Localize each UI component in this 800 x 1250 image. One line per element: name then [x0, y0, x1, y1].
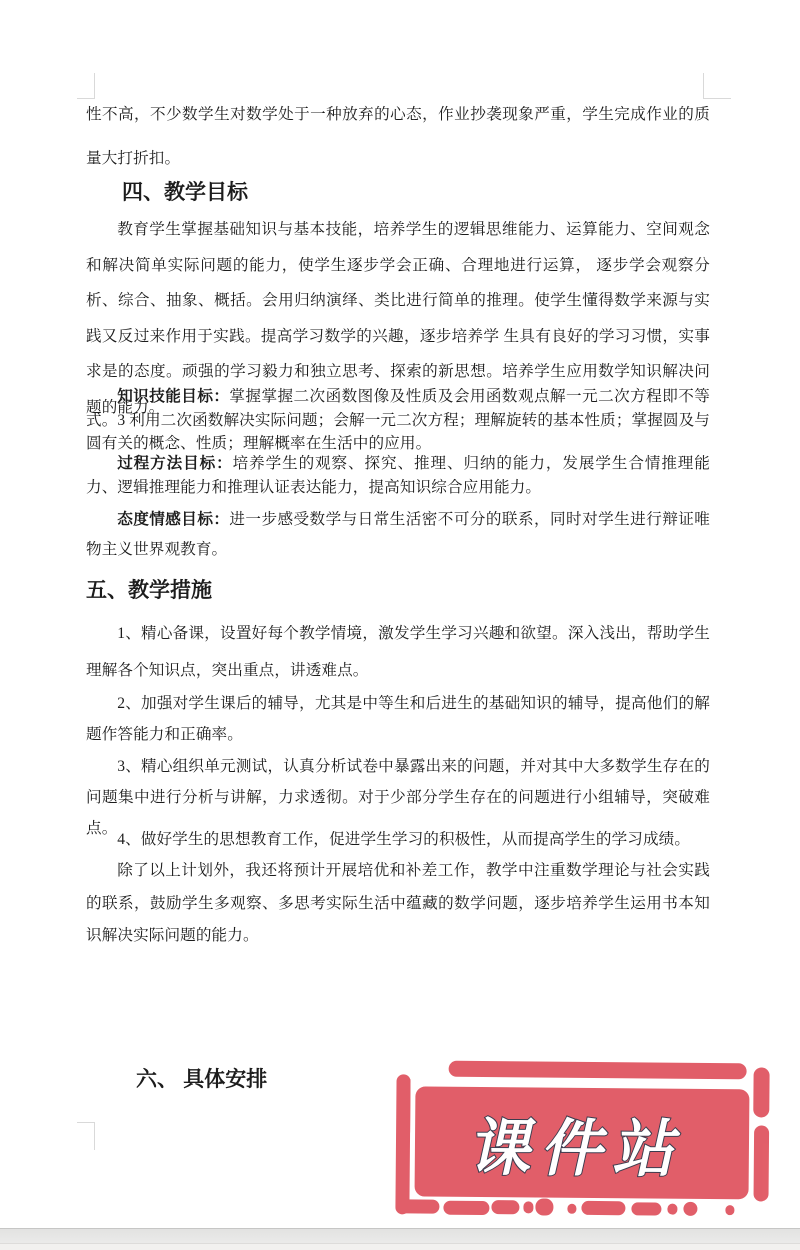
stamp-inner-box [415, 1086, 750, 1199]
stamp-frame-bottom-dash [523, 1201, 533, 1213]
paragraph-measure-2: 2、加强对学生课后的辅导，尤其是中等生和后进生的基础知识的辅导，提高他们的解题作答能力和正确率。 [86, 695, 710, 743]
stamp-text: 课件站 [465, 1113, 697, 1185]
margin-corner-mark-bottom-left [77, 1122, 95, 1150]
watermark-stamp [395, 1052, 797, 1231]
stamp-frame-bottom-dash [631, 1202, 661, 1215]
stamp-frame-bottom-dash [683, 1202, 697, 1216]
stamp-frame-bottom-dash [535, 1198, 553, 1215]
paragraph-measure-4: 4、做好学生的思想教育工作，促进学生学习的积极性，从而提高学生的学习成绩。 [117, 831, 691, 848]
paragraph-measure-1: 1、精心备课，设置好每个教学情境，激发学生学习兴趣和欲望。深入浅出，帮助学生理解各个知识点，突出重点，讲透难点。 [86, 625, 710, 679]
paragraph-attitude-emotion-goal [86, 505, 710, 565]
section-heading-teaching-measures: 五、教学措施 [86, 578, 212, 602]
paragraph-teaching-goals: 教育学生掌握基础知识与基本技能，培养学生的逻辑思维能力、运算能力、空间观念和解决简单实际问题的能力，使学生逐步学会正确、合理地进行运算， 逐步学会观察分析、综合、抽象、概括。会用归纳演绎、类比进行简单的推理。使学生懂得数学来源与实践又反过来作用于实践。提高学习数学的兴趣，逐步培养学 生具有良好的学习习惯，实事求是的态度。顽强的学习毅力和独立思考、探索的新思想。培养学生应用数学知识解决问题的能力。 [86, 221, 710, 416]
horizontal-scrollbar-track[interactable] [0, 1243, 800, 1250]
paragraph-process-method-goal [86, 452, 710, 499]
stamp-frame-bottom-dash [725, 1205, 734, 1215]
stamp-frame-bottom-dash [491, 1200, 519, 1214]
label-process-method-goal: 过程方法目标： [117, 455, 233, 472]
stamp-frame-top [449, 1061, 747, 1080]
stamp-frame-bottom-dash [567, 1204, 576, 1214]
stamp-frame-bottom-dash [581, 1201, 625, 1215]
paragraph-measure-3: 3、精心组织单元测试，认真分析试卷中暴露出来的问题，并对其中大多数学生存在的问题集中进行分析与讲解，力求透彻。对于少部分学生存在的问题进行小组辅导，突破难点。 [86, 758, 710, 837]
label-knowledge-skill-goal: 知识技能目标： [117, 388, 230, 405]
stamp-frame-left-tail [406, 1078, 410, 1134]
text-knowledge-skill-goal: 掌握掌握二次函数图像及性质及会用函数观点解一元二次方程即不等式。3 利用二次函数解决实际问题；会解一元二次方程；理解旋转的基本性质；掌握圆及与圆有关的概念、性质；理解概率在生活中的应用。 [86, 388, 710, 453]
section-heading-teaching-goals: 四、教学目标 [122, 180, 248, 204]
stamp-frame-right-lower [753, 1125, 769, 1201]
status-bar [0, 1228, 800, 1250]
stamp-frame-bottom-dash [667, 1204, 677, 1215]
stamp-frame-bottom-dash [443, 1201, 489, 1215]
label-attitude-emotion-goal: 态度情感目标： [117, 511, 230, 528]
paragraph-extra-plan: 除了以上计划外，我还将预计开展培优和补差工作，教学中注重数学理论与社会实践的联系，鼓励学生多观察、多思考实际生活中蕴藏的数学问题，逐步培养学生运用书本知识解决实际问题的能力。 [86, 862, 710, 944]
paragraph-knowledge-skill-goal [86, 385, 710, 456]
stamp-frame-bottom-dash [399, 1199, 439, 1213]
section-heading-specific-arrangement: 六、 具体安排 [136, 1067, 268, 1091]
paragraph-continuation: 性不高，不少数学生对数学处于一种放弃的心态，作业抄袭现象严重，学生完成作业的质量大打折扣。 [86, 106, 710, 167]
text-attitude-emotion-goal: 进一步感受数学与日常生活密不可分的联系，同时对学生进行辩证唯物主义世界观教育。 [86, 511, 710, 558]
text-process-method-goal: 培养学生的观察、探究、推理、归纳的能力，发展学生合情推理能力、逻辑推理能力和推理认证表达能力，提高知识综合应用能力。 [86, 455, 710, 496]
stamp-frame-right-upper [753, 1067, 769, 1117]
